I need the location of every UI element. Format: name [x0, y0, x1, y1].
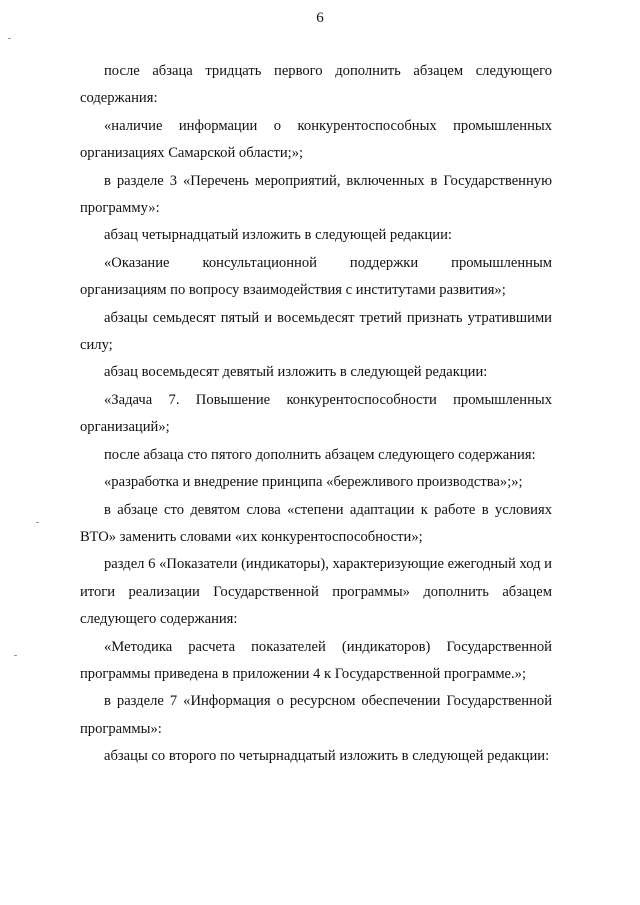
paragraph: «разработка и внедрение принципа «бережливого производства»;»; [104, 474, 523, 491]
paragraph: после абзаца сто пятого дополнить абзацем следующего содержания: [104, 446, 536, 463]
document-body [80, 58, 552, 771]
paragraph: в абзаце сто девятом слова «степени адаптации к работе в условиях ВТО» заменить словами «их конкурентоспособности»; [80, 501, 552, 545]
scan-speck [36, 522, 39, 523]
paragraph: «Оказание консультационной поддержки промышленным организациям по вопросу взаимодействия с институтами развития»; [80, 254, 552, 299]
scan-speck [14, 655, 17, 656]
paragraph: в разделе 7 «Информация о ресурсном обеспечении Государственной программы»: [80, 693, 552, 737]
paragraph: абзац четырнадцатый изложить в следующей редакции: [104, 227, 452, 244]
paragraph: абзацы со второго по четырнадцатый изложить в следующей редакции: [104, 748, 550, 765]
paragraph: «Методика расчета показателей (индикаторов) Государственной программы приведена в приложении 4 к Государственной программе.»; [80, 638, 552, 682]
paragraph: абзац восемьдесят девятый изложить в следующей редакции: [104, 364, 488, 381]
page-number: 6 [316, 10, 324, 26]
paragraph: «Задача 7. Повышение конкурентоспособности промышленных организаций»; [80, 391, 552, 436]
paragraph: после абзаца тридцать первого дополнить абзацем следующего содержания: [80, 63, 552, 107]
scan-speck [8, 38, 11, 39]
paragraph: раздел 6 «Показатели (индикаторы), характеризующие ежегодный ход и итоги реализации Государственной программы» дополнить абзацем следующего содержания: [80, 556, 552, 628]
paragraph: абзацы семьдесят пятый и восемьдесят третий признать утратившими силу; [80, 309, 552, 354]
paragraph: «наличие информации о конкурентоспособных промышленных организациях Самарской области;»; [80, 117, 552, 162]
paragraph: в разделе 3 «Перечень мероприятий, включенных в Государственную программу»: [80, 172, 552, 217]
